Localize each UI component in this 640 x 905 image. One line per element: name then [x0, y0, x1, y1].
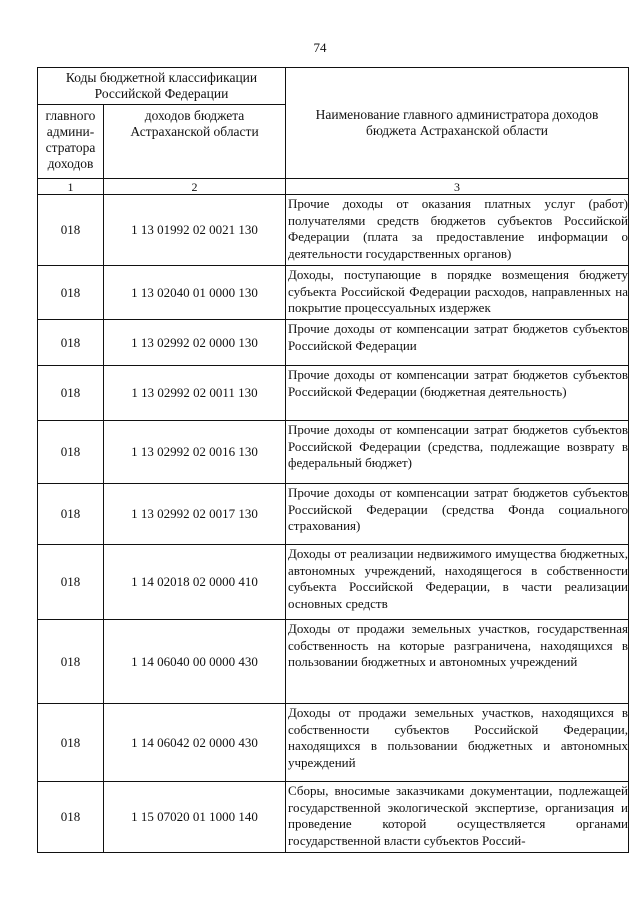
- admin-code-cell: 018: [38, 484, 104, 545]
- codes-group-header: Коды бюджетной классификации Российской Федерации: [38, 68, 286, 105]
- table-row: [38, 195, 629, 266]
- column-number-2: 2: [104, 179, 286, 195]
- admin-code-cell: 018: [38, 545, 104, 620]
- budget-classification-table: [37, 67, 629, 853]
- income-code-cell: 1 14 06040 00 0000 430: [104, 620, 286, 704]
- income-code-cell: 1 13 01992 02 0021 130: [104, 195, 286, 266]
- income-code-cell: 1 13 02992 02 0011 130: [104, 366, 286, 421]
- admin-code-cell: 018: [38, 195, 104, 266]
- admin-column-header: главного админи-стратора доходов: [38, 105, 104, 179]
- table-row: [38, 620, 629, 704]
- table-row: [38, 545, 629, 620]
- table-row: [38, 484, 629, 545]
- income-column-header: доходов бюджета Астраханской области: [104, 105, 286, 179]
- page-number: 74: [313, 40, 327, 55]
- admin-code-cell: 018: [38, 782, 104, 853]
- admin-code-cell: 018: [38, 620, 104, 704]
- table-row: [38, 320, 629, 366]
- column-number-3: 3: [286, 179, 629, 195]
- income-code-cell: 1 15 07020 01 1000 140: [104, 782, 286, 853]
- income-name-cell: Доходы от продажи земельных участков, находящихся в собственности субъектов Российской Федерации, находящихся в пользовании бюджетных и автономных учреждений: [286, 704, 629, 782]
- income-name-cell: Сборы, вносимые заказчиками документации, подлежащей государственной экологической экспертизе, организация и проведение которой осуществляется органами государственной власти субъектов Россий-: [286, 782, 629, 853]
- income-name-cell: Прочие доходы от компенсации затрат бюджетов субъектов Российской Федерации (средства, подлежащие возврату в федеральный бюджет): [286, 421, 629, 484]
- admin-code-cell: 018: [38, 704, 104, 782]
- table-row: [38, 782, 629, 853]
- income-name-cell: Прочие доходы от компенсации затрат бюджетов субъектов Российской Федерации: [286, 320, 629, 366]
- table-row: [38, 366, 629, 421]
- income-name-cell: Прочие доходы от компенсации затрат бюджетов субъектов Российской Федерации (бюджетная деятельность): [286, 366, 629, 421]
- column-number-1: 1: [38, 179, 104, 195]
- table-row: [38, 266, 629, 320]
- admin-code-cell: 018: [38, 320, 104, 366]
- income-name-cell: Прочие доходы от оказания платных услуг (работ) получателями средств бюджетов субъектов Российской Федерации (плата за предоставление информации о деятельности государственных органов): [286, 195, 629, 266]
- income-code-cell: 1 13 02992 02 0016 130: [104, 421, 286, 484]
- income-code-cell: 1 13 02992 02 0000 130: [104, 320, 286, 366]
- income-name-cell: Доходы от реализации недвижимого имущества бюджетных, автономных учреждений, находящегося в собственности субъекта Российской Федерации, в части реализации основных средств: [286, 545, 629, 620]
- income-code-cell: 1 13 02992 02 0017 130: [104, 484, 286, 545]
- admin-code-cell: 018: [38, 266, 104, 320]
- name-column-header: Наименование главного администратора доходов бюджета Астраханской области: [286, 68, 629, 179]
- table-row: [38, 704, 629, 782]
- admin-code-cell: 018: [38, 421, 104, 484]
- income-name-cell: Прочие доходы от компенсации затрат бюджетов субъектов Российской Федерации (средства Фонда социального страхования): [286, 484, 629, 545]
- income-code-cell: 1 14 06042 02 0000 430: [104, 704, 286, 782]
- income-name-cell: Доходы от продажи земельных участков, государственная собственность на которые разграничена, находящихся в пользовании бюджетных и автономных учреждений: [286, 620, 629, 704]
- income-name-cell: Доходы, поступающие в порядке возмещения бюджету субъекта Российской Федерации расходов, направленных на покрытие процессуальных издержек: [286, 266, 629, 320]
- admin-code-cell: 018: [38, 366, 104, 421]
- income-code-cell: 1 13 02040 01 0000 130: [104, 266, 286, 320]
- table-row: [38, 421, 629, 484]
- income-code-cell: 1 14 02018 02 0000 410: [104, 545, 286, 620]
